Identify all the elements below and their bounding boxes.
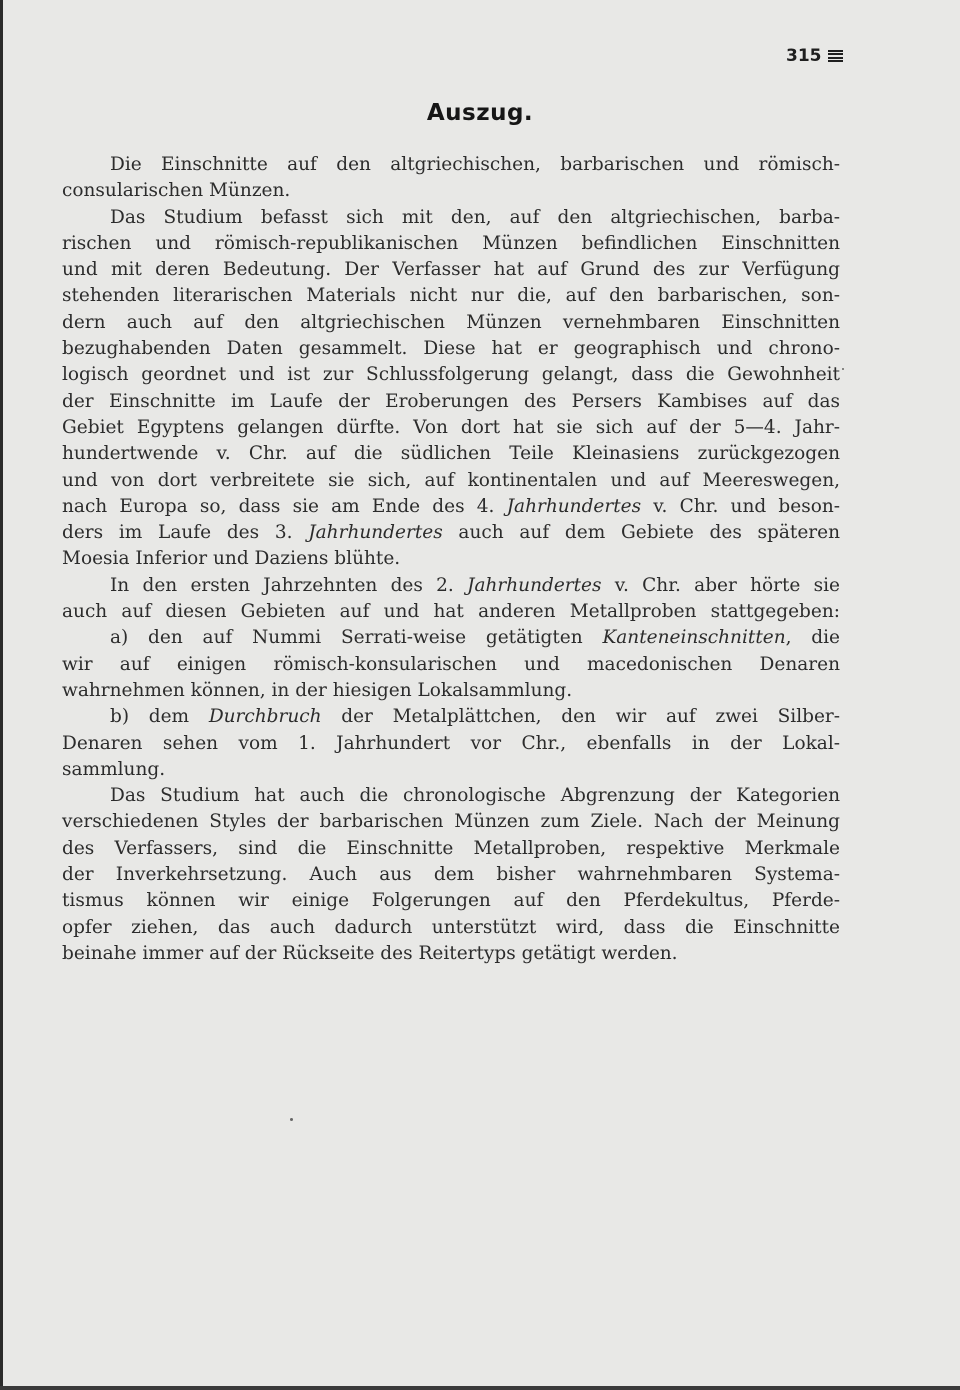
dust-speck [842,368,844,370]
stacked-lines-icon [828,50,843,63]
text-line: rischen und römisch-republikanischen Münzen befindlichen Einschnitten [62,232,840,254]
dust-speck [290,1118,293,1121]
text-line: auch auf diesen Gebieten auf und hat anderen Metallproben stattgegeben: [62,601,840,623]
text-line: dern auch auf den altgriechischen Münzen vernehmbaren Einschnitten [62,311,840,333]
text-line: und mit deren Bedeutung. Der Verfasser hat auf Grund des zur Verfügung [62,259,840,281]
text-line: stehenden literarischen Materials nicht nur die, auf den barbarischen, son- [62,285,840,307]
text-line: verschiedenen Styles der barbarischen Münzen zum Ziele. Nach der Meinung [62,811,840,833]
abstract-body [62,152,840,967]
text-line: nach Europa so, dass sie am Ende des 4. Jahrhundertes v. Chr. und beson- [62,495,840,517]
scan-bottom-edge [0,1386,960,1390]
text-line: b) dem Durchbruch der Metalplättchen, den wir auf zwei Silber- [110,706,841,728]
text-line: ders im Laufe des 3. Jahrhundertes auch auf dem Gebiete des späteren [62,522,841,544]
text-line: der Inverkehrsetzung. Auch aus dem bisher wahrnehmbaren Systema- [62,864,840,886]
text-line: beinahe immer auf der Rückseite des Reitertyps getätigt werden. [62,942,678,964]
text-line: consularischen Münzen. [62,180,291,202]
page-number: 315 [786,46,822,66]
page-number-block [786,46,843,66]
text-line: Das Studium befasst sich mit den, auf den altgriechischen, barba- [110,206,840,228]
text-line: Das Studium hat auch die chronologische Abgrenzung der Kategorien [110,785,840,807]
text-line: Die Einschnitte auf den altgriechischen, barbarischen und römisch- [110,154,840,175]
text-line: der Einschnitte im Laufe der Eroberungen des Persers Kambises auf das [62,390,840,412]
text-line: a) den auf Nummi Serrati-weise getätigten Kanteneinschnitten, die [110,627,841,649]
text-line: Moesia Inferior und Daziens blühte. [62,548,401,570]
text-line: sammlung. [62,758,166,780]
text-line: wahrnehmen können, in der hiesigen Lokalsammlung. [62,679,573,701]
text-line: Gebiet Egyptens gelangen dürfte. Von dort hat sie sich auf der 5—4. Jahr- [62,416,840,438]
page-title: Auszug. [426,100,534,126]
text-line: hundertwende v. Chr. auf die südlichen Teile Kleinasiens zurückgezogen [62,443,840,465]
text-line: bezughabenden Daten gesammelt. Diese hat er geographisch und chrono- [62,338,840,360]
text-line: logisch geordnet und ist zur Schlussfolgerung gelangt, dass die Gewohnheit [62,364,840,386]
text-line: Denaren sehen vom 1. Jahrhundert vor Chr., ebenfalls in der Lokal- [62,732,840,754]
text-line: opfer ziehen, das auch dadurch unterstützt wird, dass die Einschnitte [62,916,840,938]
scan-left-edge [0,0,3,1390]
text-line: und von dort verbreitete sie sich, auf kontinentalen und auf Meereswegen, [62,469,840,491]
text-line: In den ersten Jahrzehnten des 2. Jahrhundertes v. Chr. aber hörte sie [110,574,840,596]
text-line: tismus können wir einige Folgerungen auf den Pferdekultus, Pferde- [62,890,840,912]
text-line: des Verfassers, sind die Einschnitte Metallproben, respektive Merkmale [62,837,840,859]
text-line: wir auf einigen römisch-konsularischen und macedonischen Denaren [62,653,840,675]
